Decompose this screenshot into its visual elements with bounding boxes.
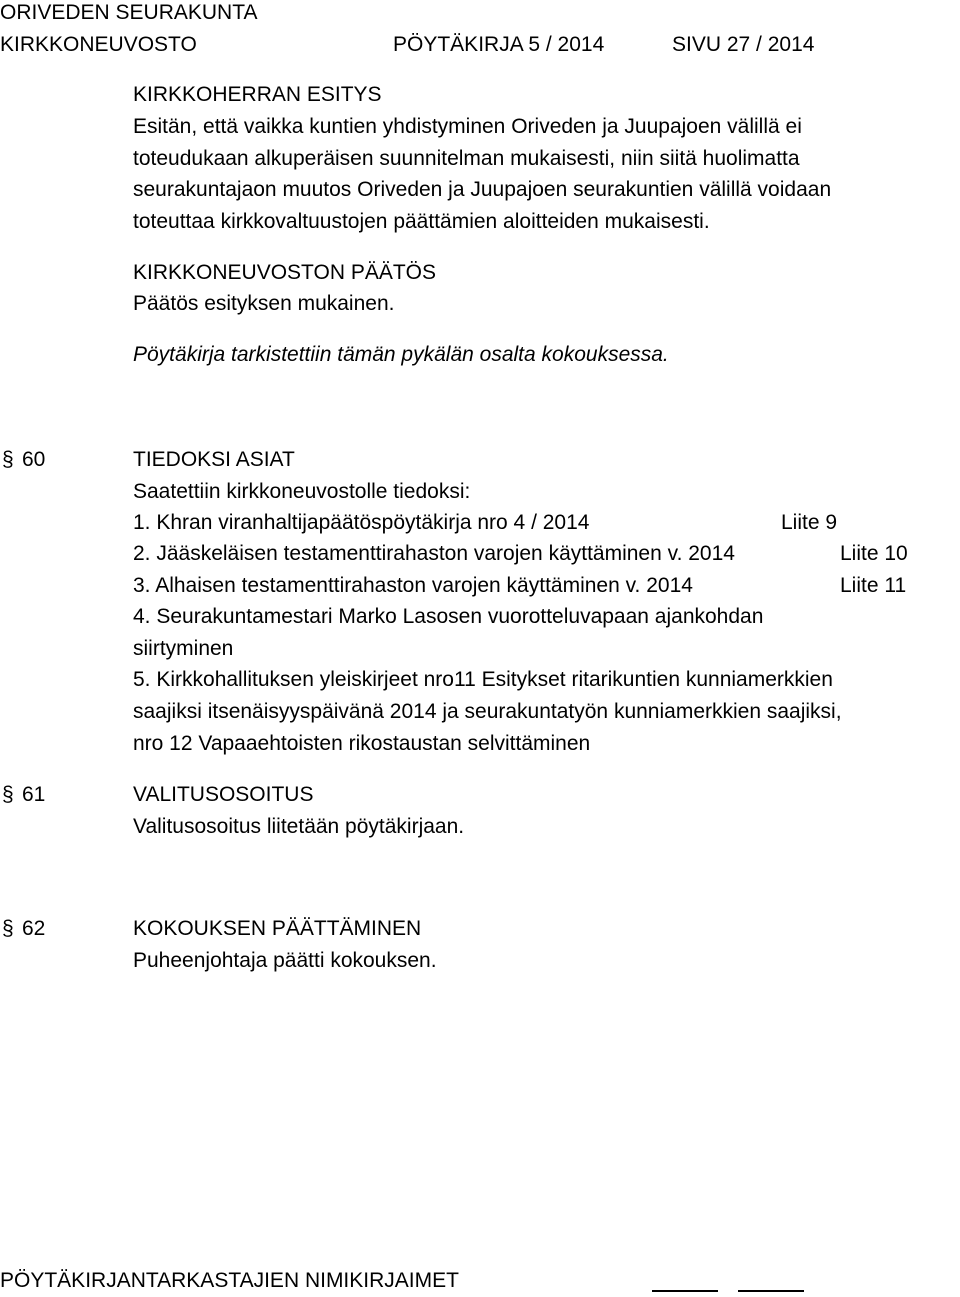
section-symbol: §: [2, 783, 14, 806]
list-item: 4. Seurakuntamestari Marko Lasosen vuorotteluvapaan ajankohdan: [133, 605, 764, 628]
footer-label: PÖYTÄKIRJANTARKASTAJIEN NIMIKIRJAIMET: [0, 1269, 459, 1292]
proposal-line: toteuttaa kirkkovaltuustojen päättämien aloitteiden mukaisesti.: [133, 210, 710, 233]
list-item-continuation: saajiksi itsenäisyyspäivänä 2014 ja seurakuntatyön kunniamerkkien saajiksi,: [133, 700, 842, 723]
list-item-continuation: siirtyminen: [133, 637, 234, 660]
section-intro: Saatettiin kirkkoneuvostolle tiedoksi:: [133, 480, 471, 503]
organization-name: ORIVEDEN SEURAKUNTA: [0, 1, 258, 24]
section-text: Puheenjohtaja päätti kokouksen.: [133, 949, 437, 972]
attachment-label: Liite 10: [840, 542, 908, 565]
proposal-line: seurakuntajaon muutos Oriveden ja Juupajoen seurakuntien välillä voidaan: [133, 178, 832, 201]
proposal-line: Esitän, että vaikka kuntien yhdistyminen Oriveden ja Juupajoen välillä ei: [133, 115, 802, 138]
decision-heading: KIRKKONEUVOSTON PÄÄTÖS: [133, 261, 437, 284]
attachment-label: Liite 11: [840, 574, 907, 597]
list-item-continuation: nro 12 Vapaaehtoisten rikostaustan selvittäminen: [133, 732, 591, 755]
section-title: VALITUSOSOITUS: [133, 783, 314, 806]
section-title: TIEDOKSI ASIAT: [133, 448, 295, 471]
proposal-heading: KIRKKOHERRAN ESITYS: [133, 83, 382, 106]
list-item: 5. Kirkkohallituksen yleiskirjeet nro11 Esitykset ritarikuntien kunniamerkkien: [133, 668, 833, 691]
minutes-number: PÖYTÄKIRJA 5 / 2014: [393, 33, 605, 56]
page-number: SIVU 27 / 2014: [672, 33, 815, 56]
section-symbol: §: [2, 917, 14, 940]
section-title: KOKOUKSEN PÄÄTTÄMINEN: [133, 917, 422, 940]
section-number: 60: [22, 448, 46, 471]
list-item: 2. Jääskeläisen testamenttirahaston varojen käyttäminen v. 2014: [133, 542, 735, 565]
section-text: Valitusosoitus liitetään pöytäkirjaan.: [133, 815, 465, 838]
decision-note: Pöytäkirja tarkistettiin tämän pykälän osalta kokouksessa.: [133, 343, 669, 366]
initials-line-2: [738, 1290, 804, 1292]
section-number: 61: [22, 783, 46, 806]
list-item: 1. Khran viranhaltijapäätöspöytäkirja nro 4 / 2014: [133, 511, 590, 534]
list-item: 3. Alhaisen testamenttirahaston varojen käyttäminen v. 2014: [133, 574, 693, 597]
body-name: KIRKKONEUVOSTO: [0, 33, 197, 56]
decision-text: Päätös esityksen mukainen.: [133, 292, 395, 315]
section-number: 62: [22, 917, 46, 940]
attachment-label: Liite 9: [781, 511, 838, 534]
initials-line-1: [652, 1290, 718, 1292]
section-symbol: §: [2, 448, 14, 471]
proposal-line: toteudukaan alkuperäisen suunnitelman mukaisesti, niin siitä huolimatta: [133, 147, 800, 170]
